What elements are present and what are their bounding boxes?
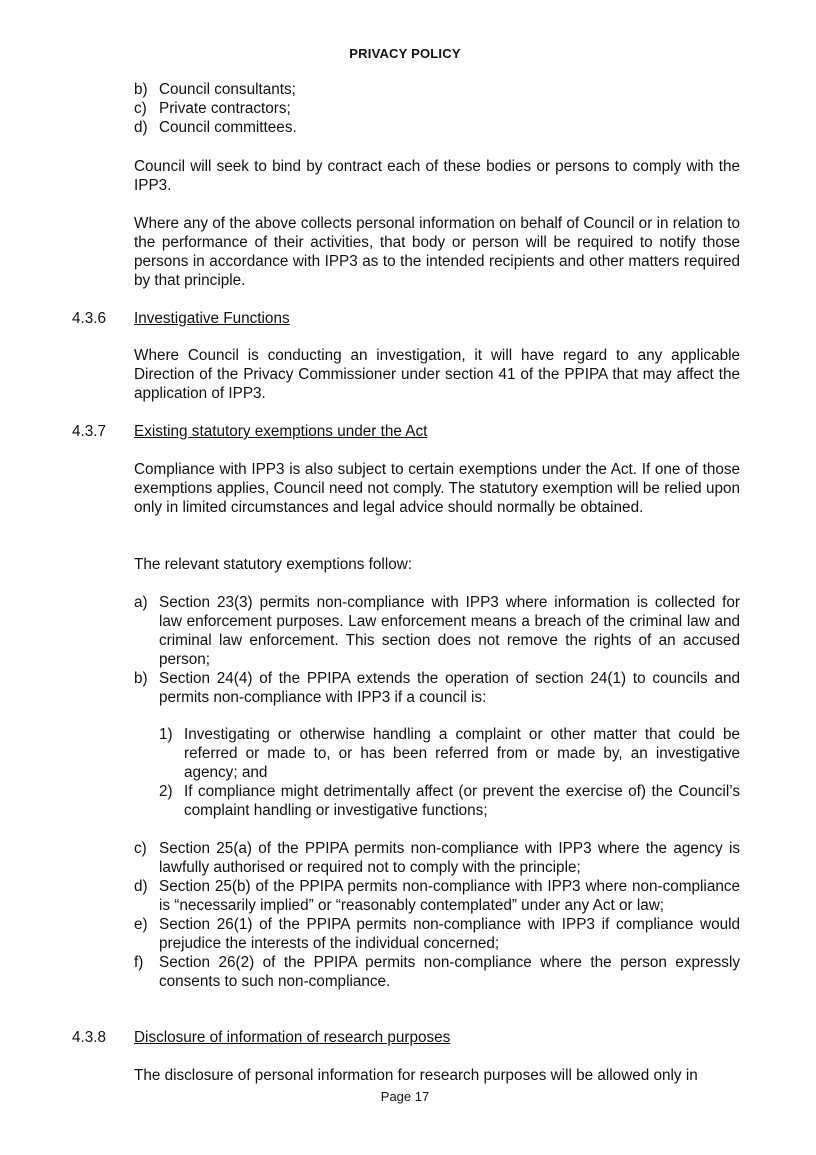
list-item-text: If compliance might detrimentally affect (or prevent the exercise of) the Council’s complaint handling or investigative functions; [184,783,740,819]
paragraph-bind-contract: Council will seek to bind by contract each of these bodies or persons to comply with the IPP3. [134,158,740,194]
list-item-text: Section 26(1) of the PPIPA permits non-compliance with IPP3 if compliance would prejudice the interests of the individual concerned; [159,916,740,952]
list-item [159,782,740,820]
list-marker: d) [134,119,148,136]
list-item-text: Section 26(2) of the PPIPA permits non-compliance where the person expressly consents to such non-compliance. [159,954,740,990]
list-marker: 2) [159,783,173,800]
paragraph-compliance: Compliance with IPP3 is also subject to certain exemptions under the Act. If one of those exemptions applies, Council need not comply. The statutory exemption will be relied upon only in limited circumstances and legal advice should normally be obtained. [134,461,740,516]
paragraph-investigation: Where Council is conducting an investigation, it will have regard to any applicable Direction of the Privacy Commissioner under section 41 of the PPIPA that may affect the application of IPP3. [134,347,740,402]
list-item-text: Section 23(3) permits non-compliance with IPP3 where information is collected for law enforcement purposes. Law enforcement means a breach of the criminal law and criminal law enforcement. This section does not remove the rights of an accused person; [159,594,740,668]
section-title-research-purposes: Disclosure of information of research purposes [134,1029,451,1046]
list-item [134,877,740,915]
list-marker: c) [134,100,147,117]
list-item-text: Section 25(a) of the PPIPA permits non-compliance with IPP3 where the agency is lawfully authorised or required not to comply with the principle; [159,840,740,876]
section-title-investigative-functions: Investigative Functions [134,310,290,327]
list-marker: 1) [159,726,173,743]
list-item [134,669,740,707]
list-marker: e) [134,916,148,933]
list-marker: a) [134,594,148,611]
list-marker: d) [134,878,148,895]
list-item [134,839,740,877]
list-marker: b) [134,670,148,687]
exemptions-list-cf [134,839,740,991]
list-item [134,118,740,137]
list-item [134,80,740,99]
list-marker: c) [134,840,147,857]
intro-list [134,80,740,137]
list-item [159,725,740,782]
list-item-text: Section 24(4) of the PPIPA extends the operation of section 24(1) to councils and permits non-compliance with IPP3 if a council is: [159,670,740,706]
exemptions-sub-list [159,725,740,820]
list-item [134,915,740,953]
list-item [134,953,740,991]
list-item-text: Council committees. [159,119,297,136]
list-item-text: Section 25(b) of the PPIPA permits non-compliance with IPP3 where non-compliance is “necessarily implied” or “reasonably contemplated” under any Act or law; [159,878,740,914]
list-marker: b) [134,81,148,98]
section-number-4-3-6: 4.3.6 [72,310,107,327]
list-item [134,99,740,118]
page-number: Page 17 [380,1089,430,1104]
section-number-4-3-7: 4.3.7 [72,423,107,440]
list-item-text: Investigating or otherwise handling a complaint or other matter that could be referred or made to, or has been referred from or made by, an investigative agency; and [184,726,740,781]
exemptions-list-ab [134,593,740,707]
list-item-text: Private contractors; [159,100,291,117]
paragraph-relevant-exemptions: The relevant statutory exemptions follow: [134,556,413,573]
section-title-statutory-exemptions: Existing statutory exemptions under the Act [134,423,428,440]
list-item [134,593,740,669]
list-marker: f) [134,954,144,971]
section-number-4-3-8: 4.3.8 [72,1029,107,1046]
list-item-text: Council consultants; [159,81,296,98]
paragraph-research-disclosure: The disclosure of personal information for research purposes will be allowed only in [134,1067,698,1084]
paragraph-collects-info: Where any of the above collects personal information on behalf of Council or in relation to the performance of their activities, that body or person will be required to notify those persons in accordance with IPP3 as to the intended recipients and other matters required by that principle. [134,215,740,289]
page-header: PRIVACY POLICY [349,46,461,61]
